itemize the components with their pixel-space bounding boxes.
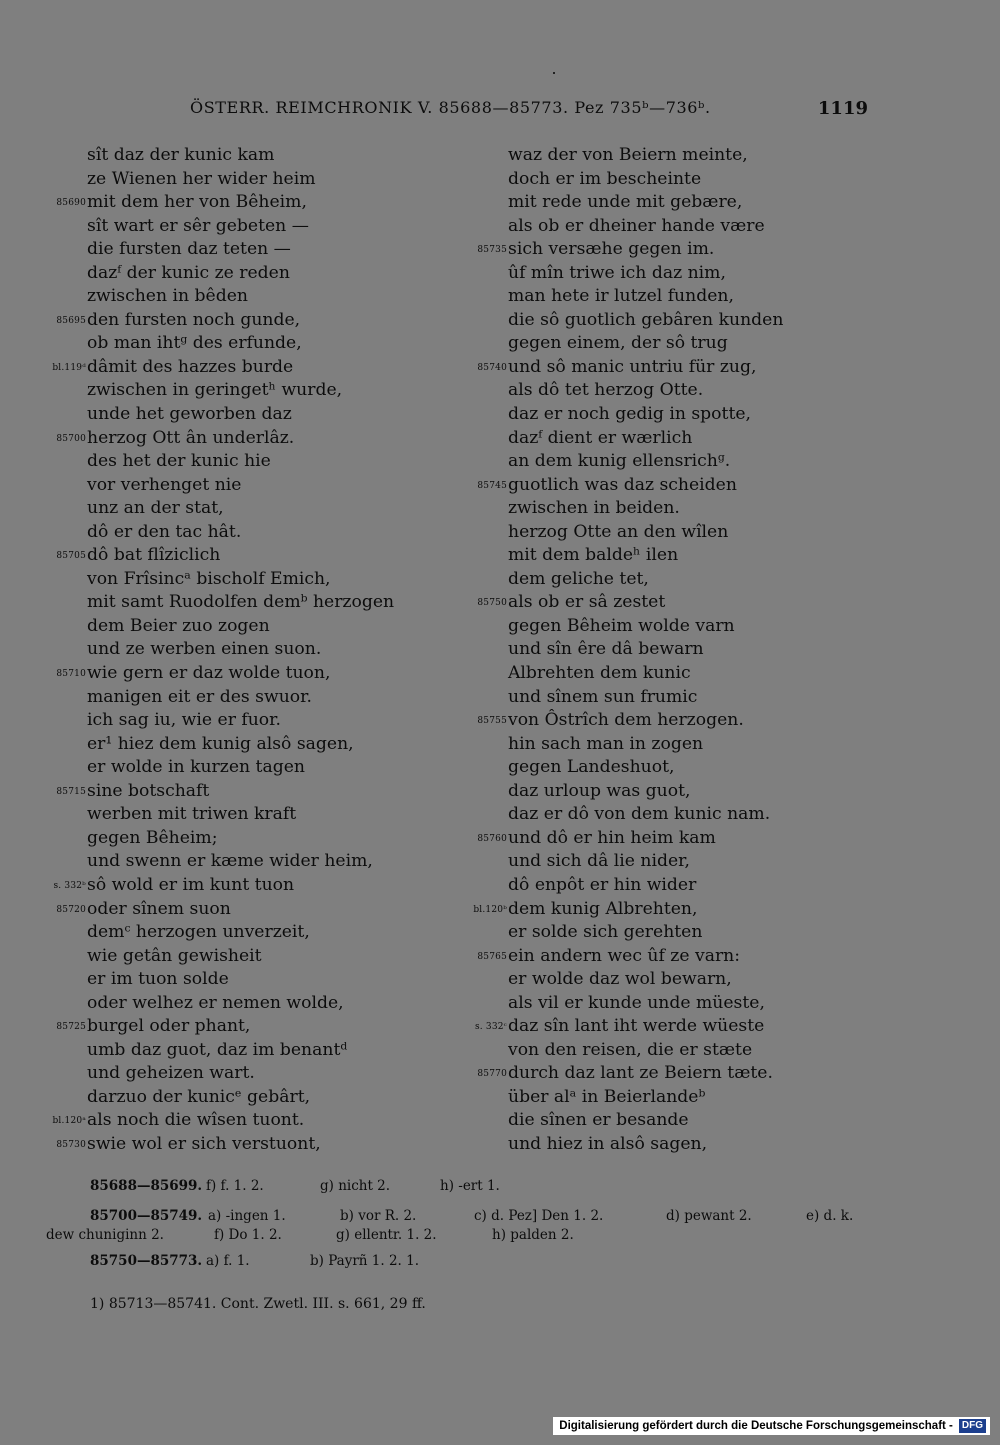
verse-line [455, 1015, 975, 1039]
apparatus-note: e) d. k. [806, 1208, 854, 1224]
apparatus-range: 85750—85773. [90, 1253, 203, 1269]
verse-text: dô enpôt er hin wider [508, 874, 697, 895]
verse-text: hin sach man in zogen [508, 733, 704, 754]
verse-line [0, 450, 470, 474]
apparatus-note: g) ellentr. 1. 2. [336, 1227, 437, 1243]
verse-text: und geheizen wart. [87, 1063, 255, 1084]
line-number-marker: 85695 [56, 315, 86, 326]
verse-line [0, 662, 470, 686]
verse-line [455, 1039, 975, 1063]
verse-text: daz sîn lant iht werde wüeste [508, 1016, 765, 1037]
verse-line [455, 309, 975, 333]
verse-line [455, 521, 975, 545]
line-number-marker: 85740 [477, 362, 507, 373]
verse-line [0, 309, 470, 333]
verse-line [0, 874, 470, 898]
verse-text: demᶜ herzogen unverzeit, [87, 922, 310, 943]
verse-text: ob man ihtᵍ des erfunde, [87, 333, 302, 354]
verse-text: sich versæhe gegen im. [508, 239, 715, 260]
verse-text: wie getân gewisheit [87, 945, 262, 966]
verse-text: daz urloup was guot, [508, 780, 691, 801]
verse-text: mit dem her von Bêheim, [87, 192, 307, 213]
apparatus-note: f) f. 1. 2. [206, 1178, 264, 1194]
apparatus-note: f) Do 1. 2. [214, 1227, 282, 1243]
verse-line [0, 285, 470, 309]
line-number-marker: 85750 [477, 598, 507, 609]
verse-line [455, 238, 975, 262]
verse-line [0, 1039, 470, 1063]
verse-text: und sîn êre dâ bewarn [508, 639, 704, 660]
verse-text: swie wol er sich verstuont, [87, 1133, 321, 1154]
verse-text: sô wold er im kunt tuon [87, 874, 295, 895]
verse-text: von Frîsincᵃ bischolf Emich, [87, 568, 331, 589]
apparatus-note: a) f. 1. [206, 1253, 250, 1269]
verse-line [0, 780, 470, 804]
verse-line [455, 568, 975, 592]
apparatus-note: b) vor R. 2. [340, 1208, 417, 1224]
verse-text: daz er dô von dem kunic nam. [508, 804, 771, 825]
verse-line [455, 356, 975, 380]
verse-line [455, 921, 975, 945]
verse-line [455, 1109, 975, 1133]
verse-line [455, 285, 975, 309]
verse-text: durch daz lant ze Beiern tæte. [508, 1063, 773, 1084]
verse-line [455, 544, 975, 568]
line-number-marker: 85765 [477, 951, 507, 962]
verse-line [455, 968, 975, 992]
line-number-marker: 85705 [56, 551, 86, 562]
verse-line [455, 733, 975, 757]
verse-line [455, 168, 975, 192]
verse-text: waz der von Beiern meinte, [508, 145, 748, 165]
verse-text: zwischen in beiden. [508, 498, 680, 519]
verse-text: burgel oder phant, [87, 1016, 251, 1037]
verse-line [0, 215, 470, 239]
verse-line [455, 403, 975, 427]
verse-line [0, 1109, 470, 1133]
verse-text: guotlich was daz scheiden [508, 474, 737, 495]
verse-text: die fursten daz teten — [87, 239, 291, 260]
page-number: 1119 [817, 98, 868, 119]
verse-line [455, 427, 975, 451]
verse-line [455, 144, 975, 168]
verse-line [455, 474, 975, 498]
verse-line [0, 427, 470, 451]
verse-line [455, 215, 975, 239]
verse-text: dem geliche tet, [508, 568, 649, 589]
verse-line [455, 1133, 975, 1157]
verse-text: unde het geworben daz [87, 404, 292, 425]
verse-text: als noch die wîsen tuont. [87, 1110, 305, 1131]
verse-text: an dem kunig ellensrichᵍ. [508, 451, 731, 472]
verse-line [455, 1062, 975, 1086]
verse-line [0, 356, 470, 380]
verse-text: gegen Bêheim; [87, 827, 218, 848]
verse-text: gegen Bêheim wolde varn [508, 615, 735, 636]
verse-text: den fursten noch gunde, [87, 309, 301, 330]
verse-line [455, 898, 975, 922]
verse-line [455, 615, 975, 639]
verse-text: Albrehten dem kunic [508, 663, 691, 684]
verse-line [455, 803, 975, 827]
verse-line [0, 1086, 470, 1110]
verse-line [455, 638, 975, 662]
verse-text: man hete ir lutzel funden, [508, 286, 734, 307]
verse-line [455, 874, 975, 898]
verse-text: ûf mîn triwe ich daz nim, [508, 262, 726, 283]
line-number-marker: 85760 [477, 833, 507, 844]
apparatus-range: 85700—85749. [90, 1208, 203, 1224]
verse-text: oder sînem suon [87, 898, 231, 919]
verse-line [0, 379, 470, 403]
verse-line [455, 262, 975, 286]
verse-text: mit dem baldeʰ ilen [508, 545, 679, 566]
line-number-marker: 85770 [477, 1069, 507, 1080]
verse-text: herzog Ott ân underlâz. [87, 427, 295, 448]
scan-speck [553, 72, 555, 74]
verse-line [0, 968, 470, 992]
verse-line [455, 591, 975, 615]
verse-text: darzuo der kunicᵉ gebârt, [87, 1086, 311, 1107]
verse-text: dem Beier zuo zogen [87, 615, 270, 636]
verse-line [0, 474, 470, 498]
line-number-marker: 85755 [477, 716, 507, 727]
line-number-marker: 85715 [56, 786, 86, 797]
verse-text: doch er im bescheinte [508, 168, 702, 189]
verse-text: er solde sich gerehten [508, 922, 703, 943]
verse-line [455, 1086, 975, 1110]
left-text-column [0, 144, 470, 1157]
verse-text: mit rede unde mit gebære, [508, 192, 743, 213]
verse-text: unz an der stat, [87, 498, 224, 519]
apparatus-note: h) palden 2. [492, 1227, 574, 1243]
verse-text: dô bat flîziclich [87, 545, 221, 566]
verse-line [0, 238, 470, 262]
verse-line [455, 686, 975, 710]
verse-text: oder welhez er nemen wolde, [87, 992, 344, 1013]
verse-line [0, 638, 470, 662]
verse-line [455, 992, 975, 1016]
verse-line [0, 733, 470, 757]
verse-text: von den reisen, die er stæte [508, 1039, 753, 1060]
line-number-marker: bl.119ᵈ [52, 362, 86, 373]
verse-line [455, 945, 975, 969]
verse-text: dem kunig Albrehten, [508, 898, 698, 919]
verse-line [0, 827, 470, 851]
verse-text: zwischen in geringetʰ wurde, [87, 380, 343, 401]
verse-line [0, 403, 470, 427]
source-footnote: 1) 85713—85741. Cont. Zwetl. III. s. 661, 29 ff. [90, 1296, 426, 1312]
verse-line [0, 1015, 470, 1039]
apparatus-note: dew chuniginn 2. [46, 1227, 164, 1243]
verse-text: mit samt Ruodolfen demᵇ herzogen [87, 592, 395, 613]
verse-line [0, 898, 470, 922]
verse-line [0, 591, 470, 615]
verse-text: als vil er kunde unde müeste, [508, 992, 765, 1013]
line-number-marker: 85730 [56, 1139, 86, 1150]
verse-line [455, 191, 975, 215]
verse-text: als dô tet herzog Otte. [508, 380, 704, 401]
verse-line [455, 850, 975, 874]
verse-line [455, 780, 975, 804]
verse-line [0, 803, 470, 827]
line-number-marker: 85725 [56, 1022, 86, 1033]
verse-text: von Ôstrîch dem herzogen. [508, 710, 744, 731]
dfg-logo-icon: DFG [959, 1419, 986, 1433]
verse-line [455, 450, 975, 474]
verse-line [0, 521, 470, 545]
verse-line [455, 497, 975, 521]
verse-line [455, 827, 975, 851]
verse-text: er im tuon solde [87, 969, 229, 990]
verse-text: sît wart er sêr gebeten — [87, 215, 309, 236]
verse-text: sît daz der kunic kam [87, 145, 275, 165]
line-number-marker: 85710 [56, 669, 86, 680]
line-number-marker: s. 332ᵇ [53, 880, 86, 891]
verse-line [0, 1133, 470, 1157]
verse-line [0, 945, 470, 969]
verse-text: gegen Landeshuot, [508, 757, 675, 778]
verse-text: wie gern er daz wolde tuon, [87, 663, 331, 684]
verse-line [0, 544, 470, 568]
verse-line [455, 332, 975, 356]
verse-line [0, 144, 470, 168]
verse-text: ze Wienen her wider heim [87, 168, 316, 189]
line-number-marker: 85690 [56, 198, 86, 209]
apparatus-note: h) -ert 1. [440, 1178, 500, 1194]
verse-line [0, 921, 470, 945]
verse-line [455, 662, 975, 686]
verse-text: er¹ hiez dem kunig alsô sagen, [87, 733, 354, 754]
verse-line [0, 168, 470, 192]
verse-line [0, 615, 470, 639]
apparatus-note: c) d. Pez] Den 1. 2. [474, 1208, 604, 1224]
verse-line [0, 1062, 470, 1086]
verse-line [455, 756, 975, 780]
line-number-marker: 85700 [56, 433, 86, 444]
verse-text: ich sag iu, wie er fuor. [87, 710, 281, 731]
line-number-marker: 85745 [477, 480, 507, 491]
verse-text: und sô manic untriu für zug, [508, 356, 757, 377]
verse-text: dô er den tac hât. [87, 521, 242, 542]
funding-notice-bar [553, 1417, 990, 1435]
line-number-marker: bl.120ᵇ [473, 904, 507, 915]
verse-line [0, 850, 470, 874]
verse-line [0, 686, 470, 710]
verse-text: dâmit des hazzes burde [87, 356, 294, 377]
line-number-marker: 85720 [56, 904, 86, 915]
verse-text: er wolde daz wol bewarn, [508, 969, 732, 990]
verse-text: sine botschaft [87, 780, 210, 801]
verse-line [0, 497, 470, 521]
line-number-marker: 85735 [477, 245, 507, 256]
apparatus-note: a) -ingen 1. [208, 1208, 286, 1224]
verse-text: des het der kunic hie [87, 451, 271, 472]
verse-text: herzog Otte an den wîlen [508, 521, 729, 542]
verse-text: zwischen in bêden [87, 286, 248, 307]
right-text-column [455, 144, 975, 1157]
verse-text: umb daz guot, daz im benantᵈ [87, 1039, 348, 1060]
verse-text: als ob er sâ zestet [508, 592, 666, 613]
verse-text: manigen eit er des swuor. [87, 686, 312, 707]
verse-line [0, 568, 470, 592]
verse-text: die sô guotlich gebâren kunden [508, 309, 784, 330]
verse-text: und dô er hin heim kam [508, 827, 716, 848]
verse-text: und sînem sun frumic [508, 686, 698, 707]
verse-text: als ob er dheiner hande være [508, 215, 765, 236]
verse-line [0, 709, 470, 733]
verse-line [455, 709, 975, 733]
funding-notice-text: Digitalisierung gefördert durch die Deutsche Forschungsgemeinschaft - [559, 1420, 953, 1432]
verse-text: ein andern wec ûf ze varn: [508, 945, 741, 966]
verse-text: werben mit triwen kraft [87, 804, 297, 825]
verse-text: und ze werben einen suon. [87, 639, 322, 660]
verse-text: und hiez in alsô sagen, [508, 1133, 708, 1154]
verse-line [0, 191, 470, 215]
verse-text: und sich dâ lie nider, [508, 851, 690, 872]
verse-text: über alᵃ in Beierlandeᵇ [508, 1086, 706, 1107]
verse-text: vor verhenget nie [87, 474, 242, 495]
verse-text: die sînen er besande [508, 1110, 689, 1131]
verse-line [0, 992, 470, 1016]
apparatus-note: b) Payrñ 1. 2. 1. [310, 1253, 420, 1269]
verse-text: gegen einem, der sô trug [508, 333, 728, 354]
line-number-marker: s. 332ᶜ [474, 1022, 507, 1033]
apparatus-note: d) pewant 2. [666, 1208, 752, 1224]
apparatus-note: g) nicht 2. [320, 1178, 391, 1194]
verse-line [0, 262, 470, 286]
verse-text: dazᶠ dient er wærlich [508, 427, 693, 448]
apparatus-range: 85688—85699. [90, 1178, 203, 1194]
verse-line [0, 756, 470, 780]
verse-text: und swenn er kæme wider heim, [87, 851, 373, 872]
verse-text: dazᶠ der kunic ze reden [87, 262, 290, 283]
verse-text: daz er noch gedig in spotte, [508, 404, 751, 425]
verse-line [455, 379, 975, 403]
running-title: ÖSTERR. REIMCHRONIK V. 85688—85773. Pez 735ᵇ—736ᵇ. [190, 98, 711, 117]
verse-line [0, 332, 470, 356]
verse-text: er wolde in kurzen tagen [87, 757, 305, 778]
line-number-marker: bl.120ᵃ [52, 1116, 86, 1127]
